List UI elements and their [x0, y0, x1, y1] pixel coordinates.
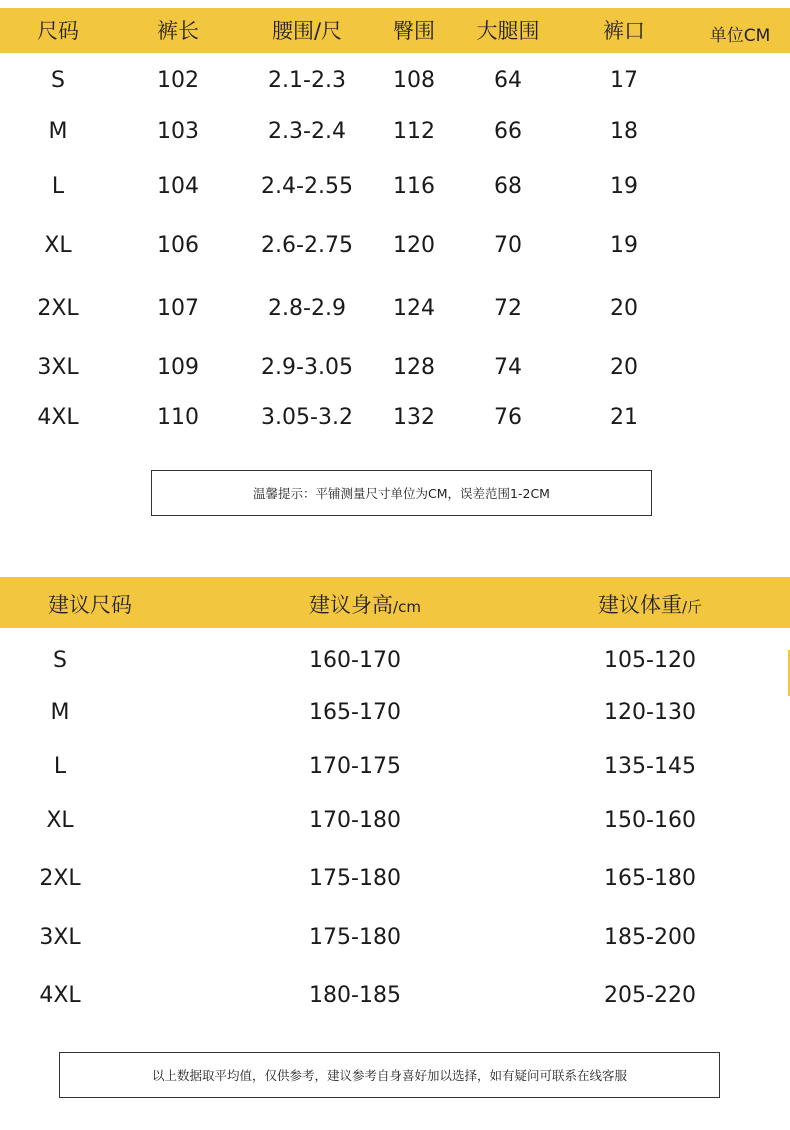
size-table-cell: 18: [610, 119, 638, 144]
size-table-cell: 2.4-2.55: [261, 174, 353, 199]
recommend-table-cell: 175-180: [309, 866, 401, 891]
size-table-cell: 64: [494, 68, 522, 93]
size-table-cell: 2.6-2.75: [261, 233, 353, 258]
recommend-table-cell: 150-160: [604, 808, 696, 833]
size-table-cell: 3XL: [37, 355, 79, 380]
recommend-header-unit: /斤: [681, 598, 703, 616]
recommend-column-header: [48, 589, 132, 619]
size-table-cell: S: [51, 68, 65, 93]
recommend-table-cell: L: [53, 754, 67, 779]
size-table-cell: 76: [494, 405, 522, 430]
recommend-header-label: 建议体重: [597, 593, 682, 617]
recommend-table-cell: XL: [46, 808, 74, 833]
recommend-table-cell: 170-175: [309, 754, 401, 779]
recommend-table-cell: 2XL: [39, 866, 81, 891]
size-table-cell: 109: [157, 355, 199, 380]
size-table-cell: 2.1-2.3: [268, 68, 346, 93]
recommend-header-label: 建议尺码: [48, 593, 132, 617]
recommend-table-cell: S: [53, 648, 67, 673]
size-table-cell: 66: [494, 119, 522, 144]
recommend-table-cell: 180-185: [309, 983, 401, 1008]
recommend-table-cell: 135-145: [604, 754, 696, 779]
measurement-tip-text: 温馨提示：平铺测量尺寸单位为CM，误差范围1-2CM: [253, 486, 550, 501]
size-table-cell: 19: [610, 174, 638, 199]
size-table-cell: 2.8-2.9: [268, 296, 346, 321]
size-table-cell: 2.3-2.4: [268, 119, 346, 144]
recommend-table-cell: M: [50, 700, 70, 725]
recommend-table-cell: 205-220: [604, 983, 696, 1008]
size-table-cell: 72: [494, 296, 522, 321]
recommend-header-unit: /cm: [393, 598, 421, 616]
size-column-header: 尺码: [37, 19, 79, 43]
size-table-cell: 74: [494, 355, 522, 380]
size-table-cell: 102: [157, 68, 199, 93]
size-table-cell: L: [51, 174, 65, 199]
size-table-cell: 124: [393, 296, 435, 321]
recommend-table-cell: 185-200: [604, 925, 696, 950]
size-column-header: 裤长: [157, 19, 199, 43]
recommend-table-cell: 4XL: [39, 983, 81, 1008]
size-table-cell: 4XL: [37, 405, 79, 430]
size-column-header: 大腿围: [476, 19, 540, 43]
size-table-cell: 116: [393, 174, 435, 199]
size-table-cell: 68: [494, 174, 522, 199]
recommend-table-cell: 160-170: [309, 648, 401, 673]
size-table-cell: 128: [393, 355, 435, 380]
recommend-column-header: [598, 589, 702, 619]
size-table-cell: 2.9-3.05: [261, 355, 353, 380]
measurement-tip-box: [151, 470, 652, 516]
size-column-header: 裤口: [603, 19, 645, 43]
size-unit-label: 单位CM: [709, 26, 771, 46]
size-table-cell: 108: [393, 68, 435, 93]
size-table-cell: 2XL: [37, 296, 79, 321]
size-table-cell: 106: [157, 233, 199, 258]
size-table-cell: M: [48, 119, 68, 144]
size-table-cell: 17: [610, 68, 638, 93]
reference-note-text: 以上数据取平均值，仅供参考，建议参考自身喜好加以选择，如有疑问可联系在线客服: [151, 1068, 627, 1083]
size-table-cell: XL: [44, 233, 72, 258]
size-table-cell: 103: [157, 119, 199, 144]
recommend-header-label: 建议身高: [309, 593, 394, 617]
size-table-cell: 3.05-3.2: [261, 405, 353, 430]
size-table-cell: 107: [157, 296, 199, 321]
reference-note-box: [59, 1052, 720, 1098]
recommend-table-cell: 175-180: [309, 925, 401, 950]
size-table-cell: 21: [610, 405, 638, 430]
size-table-cell: 120: [393, 233, 435, 258]
size-table-cell: 70: [494, 233, 522, 258]
recommend-table-cell: 105-120: [604, 648, 696, 673]
recommend-table-cell: 120-130: [604, 700, 696, 725]
recommend-table-cell: 170-180: [309, 808, 401, 833]
recommend-table-cell: 165-170: [309, 700, 401, 725]
size-table-cell: 19: [610, 233, 638, 258]
size-column-header: 腰围/尺: [271, 19, 343, 43]
size-table-cell: 110: [157, 405, 199, 430]
size-table-cell: 20: [610, 355, 638, 380]
recommend-column-header: [309, 589, 421, 619]
size-table-cell: 20: [610, 296, 638, 321]
size-table-cell: 112: [393, 119, 435, 144]
size-column-header: 臀围: [393, 19, 435, 43]
recommend-table-cell: 165-180: [604, 866, 696, 891]
recommend-table-cell: 3XL: [39, 925, 81, 950]
size-table-cell: 132: [393, 405, 435, 430]
size-table-cell: 104: [157, 174, 199, 199]
